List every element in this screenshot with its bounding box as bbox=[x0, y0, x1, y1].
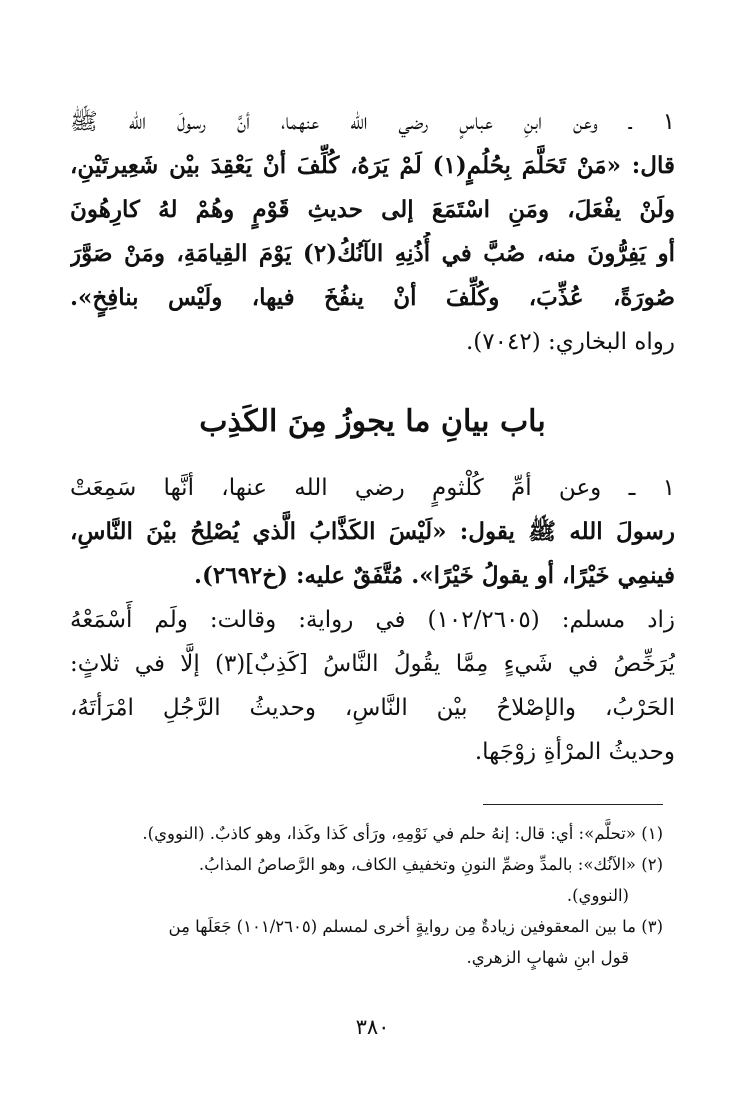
source-reference: رواه البخاري: (٧٠٤٢). bbox=[465, 329, 675, 355]
text-line: قال: «مَنْ تَحَلَّمَ بِحُلُمٍ(١) لَمْ يَرَهُ، كُلِّفَ أنْ يَعْقِدَ بيْن شَعِيرتَيْنِ، bbox=[70, 152, 675, 179]
text-line: وحديثُ المرْأةِ زوْجَها. bbox=[474, 739, 675, 765]
text-line: فينمِي خَيْرًا، أو يقولُ خَيْرًا». مُتَّفَقٌ عليه: (خ٢٦٩٢). bbox=[193, 562, 675, 589]
page-number: ٣٨٠ bbox=[355, 1015, 390, 1039]
text-line: ١ ـ وعن ابنِ عباسٍ رضي الله عنهما، أنَّ رسولَ الله ﷺ bbox=[70, 109, 675, 135]
footnote-2-continued: (النووي). bbox=[566, 886, 629, 905]
text-line: ولَنْ يفْعَلَ، ومَنِ اسْتَمَعَ إلى حديثِ قَوْمٍ وهُمْ لهُ كارِهُونَ bbox=[70, 196, 675, 223]
text-line: يُرَخِّصُ في شَيءٍ مِمَّا يقُولُ النَّاسُ [كَذِبٌ](٣) إلَّا في ثلاثٍ: bbox=[70, 651, 675, 677]
footnote-3-continued: قول ابنِ شهابٍ الزهري. bbox=[466, 948, 629, 967]
footnote-1: (١) «تحلَّم»: أي: قال: إنهُ حلم في نَوْمِهِ، ورَأى كَذا وكَذا، وهو كاذبٌ. (النووي). bbox=[142, 824, 663, 843]
chapter-heading: باب بيانِ ما يجوزُ مِنَ الكَذِب bbox=[199, 404, 546, 439]
hadith-ibn-abbas bbox=[70, 100, 675, 364]
text-line: رسولَ الله ﷺ يقول: «لَيْسَ الكَذَّابُ الَّذي يُصْلِحُ بيْنَ النَّاسِ، bbox=[70, 518, 675, 545]
footnote-3: (٣) ما بين المعقوفين زيادةٌ مِن روايةٍ أخرى لمسلم (١٠١/٢٦٠٥) جَعَلَها مِن bbox=[168, 917, 663, 936]
footnote-2: (٢) «الآنُك»: بالمدِّ وضمِّ النونِ وتخفيفِ الكاف، وهو الرَّصاصُ المذابُ. bbox=[198, 855, 663, 874]
footnotes bbox=[60, 818, 663, 973]
hadith-umm-kulthum bbox=[70, 466, 675, 774]
footnote-divider bbox=[483, 804, 663, 805]
text-line: ١ ـ وعن أمِّ كُلْثومٍ رضي الله عنها، أنَّها سَمِعَتْ bbox=[70, 475, 675, 501]
text-line: صُورَةً، عُذِّبَ، وكُلِّفَ أنْ ينفُخَ فيها، ولَيْس بنافِخٍ». bbox=[70, 284, 675, 311]
text-line: زاد مسلم: (١٠٢/٢٦٠٥) في رواية: وقالت: ولَم أَسْمَعْهُ bbox=[70, 607, 675, 633]
text-line: الحَرْبُ، والإصْلاحُ بيْن النَّاسِ، وحديثُ الرَّجُلِ امْرَأتَهُ، bbox=[70, 695, 675, 721]
text-line: أو يَفِرُّونَ منه، صُبَّ في أُذُنِهِ الآنُكُ(٢) يَوْمَ القِيامَةِ، ومَنْ صَوَّرَ bbox=[70, 240, 675, 267]
